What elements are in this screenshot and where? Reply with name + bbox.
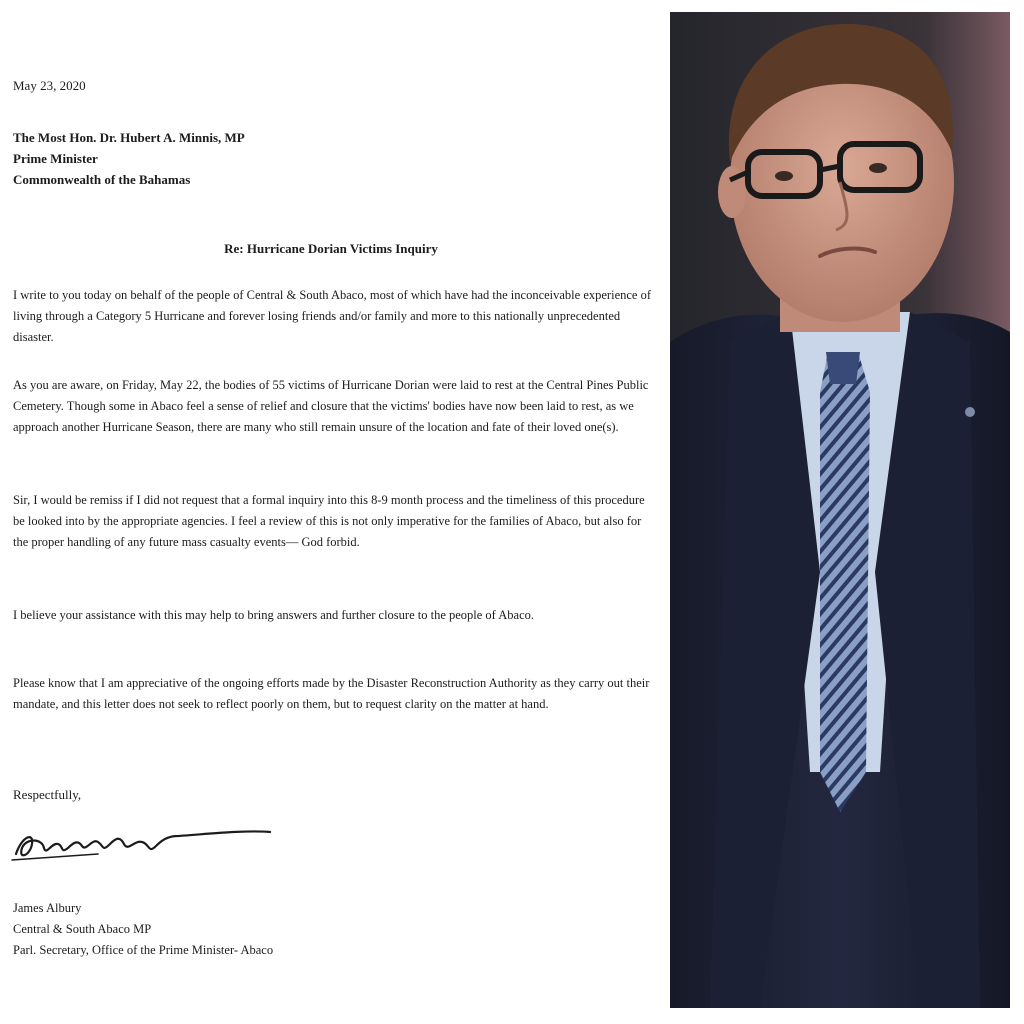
letter-paragraph-3: Sir, I would be remiss if I did not request that a formal inquiry into this 8-9 month process and the timeliness of this procedure be looked into by the appropriate agencies. I feel a review of this is not only imperative for the families of Abaco, but also for the proper handling of any future mass casualty events— God forbid.	[13, 493, 645, 549]
recipient-title: Prime Minister	[13, 151, 98, 166]
recipient-name: The Most Hon. Dr. Hubert A. Minnis, MP	[13, 130, 245, 145]
letter-paragraph-4: I believe your assistance with this may help to bring answers and further closure to the people of Abaco.	[13, 608, 535, 622]
signer-block	[13, 898, 273, 961]
signer-role: Central & South Abaco MP	[13, 922, 152, 936]
signer-office: Parl. Secretary, Office of the Prime Minister- Abaco	[13, 943, 274, 957]
letter-paragraph-2: As you are aware, on Friday, May 22, the bodies of 55 victims of Hurricane Dorian were laid to rest at the Central Pines Public Cemetery. Though some in Abaco feel a sense of relief and closure that the victims' bodies have now been laid to rest, as we approach another Hurricane Season, there are many who still remain unsure of the location and fate of their loved one(s).	[13, 378, 649, 434]
portrait-photo	[670, 12, 1010, 1008]
recipient-block	[13, 127, 245, 190]
letter-closing: Respectfully,	[13, 787, 82, 802]
recipient-org: Commonwealth of the Bahamas	[13, 172, 191, 187]
signer-name: James Albury	[13, 901, 82, 915]
letter-date: May 23, 2020	[13, 78, 86, 93]
signature-image	[8, 814, 278, 866]
letter-paragraph-1: I write to you today on behalf of the people of Central & South Abaco, most of which have had the inconceivable experience of living through a Category 5 Hurricane and forever losing friends and/or family and more to this nationally unprecedented disaster.	[13, 288, 651, 344]
letter-paragraph-5: Please know that I am appreciative of the ongoing efforts made by the Disaster Reconstruction Authority as they carry out their mandate, and this letter does not seek to reflect poorly on them, but to request clarity on the matter at hand.	[13, 676, 650, 711]
letter-subject: Re: Hurricane Dorian Victims Inquiry	[224, 241, 438, 256]
